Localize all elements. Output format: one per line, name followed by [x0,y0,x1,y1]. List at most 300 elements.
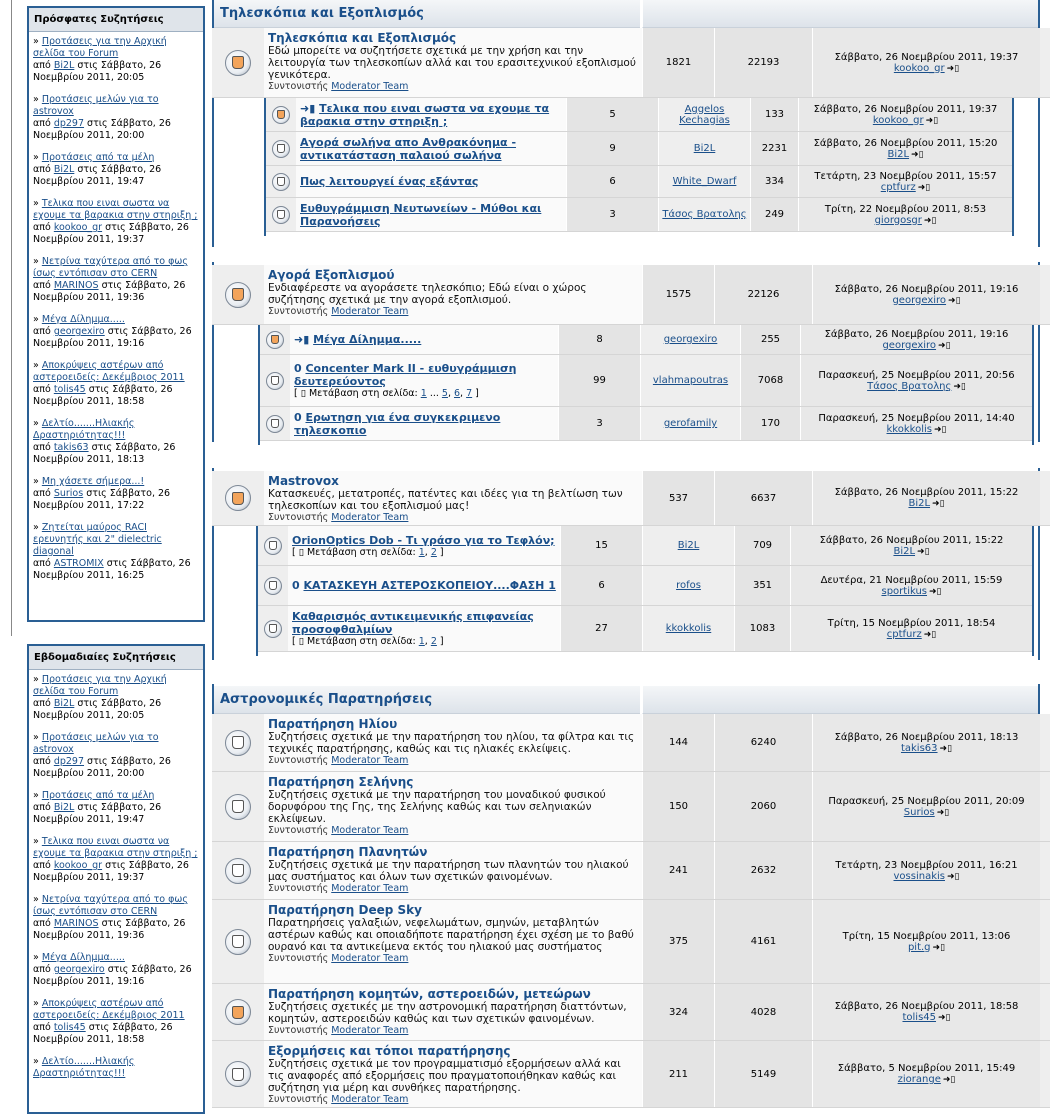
subtopic-info [290,325,558,354]
subtopic-row[interactable] [266,166,1012,198]
discussion-topic-link[interactable]: Μέγα Δίλημμα..... [41,952,125,963]
go-to-last-post-icon[interactable]: ➜▯ [936,807,950,818]
forum-description: Ενδιαφέρεστε να αγοράσετε τηλεσκόπιο; Εδώ είναι ο χώρος συζήτησης σχετικά με την αγορά εξοπλισμού. [268,282,587,306]
forum-description: Κατασκευές, μετατροπές, πατέντες και ιδέες για τη βελτίωση των τηλεσκοπίων και του εξοπλισμού μας! [268,488,623,512]
subtopic-icon-cell [266,132,296,165]
subtopic-replies: 3 [566,198,658,231]
last-post-author-link[interactable]: georgexiro [892,294,947,306]
go-to-last-post-icon[interactable]: ➜▯ [932,942,946,953]
forum-status-icon [225,1061,251,1087]
forum-status-icon [272,206,290,224]
sidebar-discussion-item: » Δελτίο.......Ηλιακής Δραστηριότητας!!! [33,1056,135,1079]
discussion-by-label: από [33,558,54,569]
discussion-time: στις Σάββατο, 26 Νοεμβρίου 2011, 18:13 [33,442,176,465]
subtopic-views: 1083 [734,606,790,651]
subtopic-last-post [800,325,1032,354]
subtopic-pages: [ ▯ Μετάβαση στη σελίδα: 1, 2 ] [292,636,444,647]
subtopic-icon-cell [258,526,288,565]
moderator-team-link[interactable]: Moderator Team [331,81,409,92]
subtopic-author-link[interactable]: georgexiro [663,334,718,345]
subtopic-replies: 99 [558,355,640,406]
last-post-author-link[interactable]: takis63 [900,742,938,754]
subtopic-prefix-icon: 0 [294,410,306,424]
forum-status-icon-inner [232,492,244,505]
last-post-date: Παρασκευή, 25 Νοεμβρίου 2011, 14:40 [818,412,1015,424]
forum-status-icon [225,282,251,308]
subtopic-author-link[interactable]: Aggelos Kechagias [679,103,730,126]
discussion-topic-link[interactable]: Αποκρύψεις αστέρων από αστεροειδείς: Δεκέμβριος 2011 [33,360,185,383]
forum-status-icon [266,415,284,433]
forum-title-link[interactable]: Αγορά Εξοπλισμού [268,268,395,282]
go-to-last-post-icon[interactable]: ➜▯ [925,115,939,126]
forum-title-link[interactable]: Τηλεσκόπια και Εξοπλισμός [268,31,457,45]
forum-posts-count: 4161 [714,900,812,983]
discussion-topic-link[interactable]: Προτάσεις για την Αρχική σελίδα του Forum [33,36,167,59]
forum-moderators [268,953,408,964]
subtopic-author-link[interactable]: gerofamily [663,418,718,429]
subtopic-replies: 6 [560,566,642,605]
subtopic-author [642,606,734,651]
subtopic-row[interactable] [266,132,1012,166]
discussion-time: στις Σάββατο, 26 Νοεμβρίου 2011, 19:16 [33,326,192,349]
discussion-topic-link[interactable]: Τελικα που ειναι σωστα να εχουμε τα βαρακια στην στηριξη ; [33,836,198,859]
subtopic-title [294,362,554,388]
subtopic-row[interactable] [266,98,1012,132]
forum-topics-count: 537 [642,471,714,525]
go-to-last-post-icon[interactable]: ➜▯ [917,546,930,557]
discussion-time: στις Σάββατο, 26 Νοεμβρίου 2011, 19:36 [33,280,186,303]
discussion-topic-link[interactable]: Προτάσεις μελών για το astrovox [33,732,159,755]
moderator-team-link[interactable]: Moderator Team [331,1094,409,1105]
page-link[interactable]: 7 [466,388,473,399]
sidebar-discussion-item: » Προτάσεις για την Αρχική σελίδα του Forum από Bi2L στις Σάββατο, 26 Νοεμβρίου 2011, 20:05 [33,674,167,721]
subtopic-row[interactable] [258,526,1032,566]
last-post-author-wrap [901,743,952,754]
moderator-label: Συντονιστής [268,825,332,836]
last-post-author-wrap [873,115,938,126]
last-post-author-link[interactable]: ziorange [897,1074,941,1085]
forum-description: Συζητήσεις σχετικά με τον προγραμματισμό εξορμήσεων αλλά και τις αναφορές από εξορμήσεις που πραγματοποιήθηκαν καθώς και συζήτηση για μέρη και συνθήκες παρατήρησης. [268,1058,621,1094]
discussion-user-link[interactable]: ASTROMIX [53,558,104,569]
subtopic-author-link[interactable]: Bi2L [693,143,716,154]
subtopic-icon-cell [266,166,296,197]
forum-description: Συζητήσεις σχετικά με την παρατήρηση του ηλίου, τα φίλτρα και τις τεχνικές παρατήρησης, καθώς και τις ηλιακές εκλείψεις. [268,731,635,755]
forum-status-icon [272,173,290,191]
last-post-author-link[interactable]: kookoo_gr [872,114,924,126]
moderator-team-link[interactable]: Moderator Team [331,953,409,964]
last-post-author-link[interactable]: cptfurz [886,628,922,640]
subtopic-info [290,355,558,406]
forum-status-icon [266,372,284,390]
forum-info [264,900,642,983]
subtopic-views: 170 [740,407,800,440]
forum-row[interactable] [212,984,1050,1041]
go-to-last-post-icon[interactable]: ➜▯ [942,1075,956,1085]
moderator-team-link[interactable]: Moderator Team [331,825,409,836]
moderator-label: Συντονιστής [268,512,332,523]
moderator-label: Συντονιστής [268,755,332,766]
discussion-user-link[interactable]: dp297 [53,756,85,767]
last-post-date: Τρίτη, 15 Νοεμβρίου 2011, 18:54 [827,617,996,629]
forum-row[interactable] [212,28,1050,98]
discussion-user-link[interactable]: MARINOS [53,918,99,929]
page-link[interactable]: 1 [420,388,427,399]
page-link[interactable]: 6 [454,388,461,399]
go-to-last-post-icon[interactable]: ➜▯ [911,149,924,160]
forum-topics-count: 375 [642,900,714,983]
forum-title-link[interactable]: Εξορμήσεις και τόποι παρατήρησης [268,1044,511,1058]
last-post-author-link[interactable]: Bi2L [893,545,916,557]
forum-row[interactable] [212,1041,1050,1108]
sidebar-divider [11,0,12,636]
discussion-topic-link[interactable]: Νετρίνα ταχύτερα από το φως ίσως εντόπισαν στο CERN [33,256,188,279]
forum-status-icon-inner [232,864,244,877]
discussion-user-link[interactable]: georgexiro [53,326,105,337]
sidebar-discussion-item: » Μέγα Δίλημμα..... από georgexiro στις Σάββατο, 26 Νοεμβρίου 2011, 19:16 [33,314,192,349]
subtopic-prefix-icon: ➜▮ [300,101,320,115]
forum-status-icon [225,999,251,1025]
last-post-author-wrap [898,1074,956,1085]
go-to-last-post-icon[interactable]: ➜▯ [953,381,966,392]
subtopic-pages: [ ▯ Μετάβαση στη σελίδα: 1 ... 5, 6, 7 ] [294,388,479,399]
sidebar-discussion-item: » Προτάσεις από τα μέλη από Bi2L στις Σάββατο, 26 Νοεμβρίου 2011, 19:47 [33,790,162,825]
forum-status-icon-inner [269,541,277,550]
forum-posts-count: 22193 [714,28,812,97]
discussion-topic-link[interactable]: Νετρίνα ταχύτερα από το φως ίσως εντόπισαν στο CERN [33,894,188,917]
forum-posts-count: 5149 [714,1041,812,1107]
discussion-user-link[interactable]: Bi2L [53,164,75,175]
page-link[interactable]: 5 [441,388,448,399]
discussion-user-link[interactable]: Bi2L [53,60,75,71]
forum-posts-count: 2632 [714,842,812,899]
subtopic-info [296,132,566,165]
forum-status-icon-inner [271,335,279,344]
discussion-time: στις Σάββατο, 26 Νοεμβρίου 2011, 20:05 [33,60,162,83]
subtopic-author-link[interactable]: rofos [676,580,701,591]
last-post-author-link[interactable]: giorgosgr [874,214,922,226]
subtopic-views: 709 [734,526,790,565]
forum-status-icon-inner [269,581,277,590]
weekly-discussions-box [27,644,205,1114]
go-to-last-post-icon[interactable]: ➜▯ [929,586,942,597]
discussion-by-label: από [33,964,54,975]
sidebar-discussion-item: » Δελτίο.......Ηλιακής Δραστηριότητας!!! από takis63 στις Σάββατο, 26 Νοεμβρίου 2011, 18:13 [33,418,176,465]
forum-status-icon [264,620,282,638]
discussion-by-label: από [33,442,54,453]
forum-row[interactable] [212,842,1050,900]
forum-topics-count: 1821 [642,28,714,97]
discussion-user-link[interactable]: MARINOS [53,280,99,291]
sidebar-discussion-item: » Προτάσεις για την Αρχική σελίδα του Forum από Bi2L στις Σάββατο, 26 Νοεμβρίου 2011, 20:05 [33,36,167,83]
last-post-author-link[interactable]: sportikus [881,585,928,597]
forum-row[interactable] [212,772,1050,842]
sidebar-discussion-item: » Μέγα Δίλημμα..... από georgexiro στις Σάββατο, 26 Νοεμβρίου 2011, 19:16 [33,952,192,987]
page-link[interactable]: 2 [430,636,437,647]
forum-status-icon-inner [271,376,279,385]
discussion-topic-link[interactable]: Μη χάσετε σήμερα...! [41,476,145,487]
forum-status-icon [264,537,282,555]
forum-moderators [268,883,408,894]
forum-posts-count: 4028 [714,984,812,1040]
discussion-user-link[interactable]: georgexiro [53,964,105,975]
subtopic-title-link[interactable]: Τελικα που ειναι σωστα να εχουμε τα βαρακια στην στηριξη ; [300,101,550,128]
forum-last-post [812,265,1040,324]
last-post-author-link[interactable]: pit.g [907,941,931,953]
last-post-author-wrap [882,340,950,351]
discussion-time: στις Σάββατο, 26 Νοεμβρίου 2011, 20:00 [33,118,171,141]
last-post-author-wrap [894,63,959,74]
moderator-label: Συντονιστής [268,81,332,92]
last-post-author-link[interactable]: Τάσος Βρατολης [867,380,952,392]
subtopic-icon-cell [260,325,290,354]
forum-last-post [812,714,1040,771]
moderator-team-link[interactable]: Moderator Team [331,1025,409,1036]
last-post-author-link[interactable]: kkokkolis [886,423,932,435]
discussion-user-link[interactable]: kookoo_gr [53,860,103,871]
forum-moderators [268,1025,408,1036]
last-post-author-link[interactable]: Bi2L [887,148,910,160]
forum-status-icon [225,858,251,884]
go-to-last-post-icon[interactable]: ➜▯ [946,63,960,74]
forum-status-icon-inner [232,736,244,749]
forum-status-icon-inner [277,144,285,153]
last-post-date: Σάββατο, 26 Νοεμβρίου 2011, 19:37 [813,103,998,115]
discussion-by-label: από [33,164,54,175]
pages-label: [ ▯ Μετάβαση στη σελίδα: [292,636,419,647]
subtopic-prefix-icon: ➜▮ [294,333,314,346]
forum-moderators [268,825,408,836]
forum-topics-count: 144 [642,714,714,771]
last-post-author-link[interactable]: cptfurz [880,181,916,193]
moderator-team-link[interactable]: Moderator Team [331,883,409,894]
last-post-date: Σάββατο, 26 Νοεμβρίου 2011, 15:22 [834,487,1019,498]
last-post-date: Τετάρτη, 23 Νοεμβρίου 2011, 15:57 [814,170,997,182]
last-post-author-wrap [902,1012,950,1023]
last-post-author-link[interactable]: georgexiro [882,339,937,351]
discussion-user-link[interactable]: Bi2L [53,698,75,709]
recent-discussions-box [27,6,205,622]
discussion-topic-link[interactable]: Τελικα που ειναι σωστα να εχουμε τα βαρακια στην στηριξη ; [33,198,198,221]
subtopic-replies: 6 [566,166,658,197]
last-post-author-wrap [908,942,945,953]
go-to-last-post-icon[interactable]: ➜▯ [939,743,953,754]
category-title: Αστρονομικές Παρατηρήσεις [220,692,433,707]
discussion-time: στις Σάββατο, 26 Νοεμβρίου 2011, 16:25 [33,558,191,581]
go-to-last-post-icon[interactable]: ➜▯ [932,499,945,509]
discussion-user-link[interactable]: takis63 [53,442,89,453]
discussion-topic-link[interactable]: Προτάσεις μελών για το astrovox [33,94,159,117]
subtopic-row[interactable] [260,355,1032,407]
go-to-last-post-icon[interactable]: ➜▯ [933,424,947,435]
subtopic-author-link[interactable]: White_Dwarf [672,176,737,187]
subtopic-title-link[interactable]: Μέγα Δίλημμα..... [313,333,422,346]
forum-status-icon [272,106,290,124]
forum-row[interactable] [212,471,1050,526]
subtopic-title-link[interactable]: Ευθυγράμμιση Νευτωνείων - Μύθοι και Παρανοήσεις [300,201,542,228]
page-link[interactable]: 2 [430,546,437,558]
discussion-topic-link[interactable]: Προτάσεις από τα μέλη [41,152,155,163]
discussion-user-link[interactable]: kookoo_gr [53,222,103,233]
subtopic-views: 351 [734,566,790,605]
forum-description: Συζητήσεις σχετικά με την παρατήρηση του μοναδικού φυσικού δορυφόρου της Γης, της Σελήνης καθώς και των σεληνιακών εκλείψεων. [268,789,606,825]
moderator-label: Συντονιστής [268,953,332,964]
last-post-date: Τετάρτη, 23 Νοεμβρίου 2011, 16:21 [835,859,1018,871]
forum-icon-cell [212,984,264,1040]
subtopic-title [294,333,421,346]
go-to-last-post-icon[interactable]: ➜▯ [923,629,937,640]
forum-moderators [268,81,408,92]
subtopic-title-link[interactable]: Concenter Mark II - ευθυγράμμιση δευτερεύοντος [294,362,517,388]
forum-last-post [812,984,1040,1040]
moderator-label: Συντονιστής [268,306,332,317]
subtopic-views: 133 [750,98,798,131]
discussion-topic-link[interactable]: Μέγα Δίλημμα..... [41,314,125,325]
subtopic-title-link[interactable]: Αγορά σωλήνα απο Ανθρακόνημα - αντικατάσταση παλαιού σωλήνα [300,135,517,162]
forum-row[interactable] [212,900,1050,984]
subtopic-row[interactable] [258,566,1032,606]
subtopic-replies: 27 [560,606,642,651]
subtopic-views: 2231 [750,132,798,165]
forum-title-link[interactable]: Mastrovox [268,474,339,488]
subtopic-row[interactable] [258,606,1032,652]
subtopic-title [300,136,562,162]
subtopic-row[interactable] [266,198,1012,232]
subtopic-row[interactable] [260,407,1032,441]
subtopic-last-post [800,407,1032,440]
go-to-last-post-icon[interactable]: ➜▯ [948,295,961,306]
last-post-author-link[interactable]: tolis45 [902,1012,937,1023]
forum-title-link[interactable]: Παρατήρηση Πλανητών [268,845,428,859]
discussion-by-label: από [33,918,54,929]
last-post-date: Σάββατο, 26 Νοεμβρίου 2011, 19:37 [834,51,1019,63]
forum-topics-count: 1575 [642,265,714,324]
discussion-by-label: από [33,326,54,337]
moderator-label: Συντονιστής [268,1025,332,1036]
forum-info [264,772,642,841]
moderator-team-link[interactable]: Moderator Team [331,755,409,766]
subtopic-last-post [790,606,1032,651]
forum-status-icon-inner [277,110,285,119]
last-post-author-link[interactable]: Surios [903,806,935,818]
subtopic-info [296,166,566,197]
weekly-discussions-list [29,670,203,1080]
forum-status-icon-inner [232,800,244,813]
go-to-last-post-icon[interactable]: ➜▯ [917,182,931,193]
discussion-by-label: από [33,60,54,71]
forum-status-icon-inner [232,288,244,301]
subtopic-replies: 5 [566,98,658,131]
moderator-label: Συντονιστής [268,883,332,894]
forum-status-icon [225,50,251,76]
discussion-by-label: από [33,488,54,499]
moderator-team-link[interactable]: Moderator Team [331,306,409,317]
subtopic-title-link[interactable]: Ερωτηση για ένα συγκεκριμενο τηλεσκοπιο [294,410,501,437]
forum-icon-cell [212,265,264,324]
last-post-author-wrap [867,381,966,392]
subtopic-author-link[interactable]: kkokkolis [665,623,712,634]
subtopic-author [658,132,750,165]
sidebar-discussion-item: » Μη χάσετε σήμερα...! από Surios στις Σάββατο, 26 Νοεμβρίου 2011, 17:22 [33,476,171,511]
forum-icon-cell [212,28,264,97]
go-to-last-post-icon[interactable]: ➜▯ [923,215,937,226]
forum-title-link[interactable]: Παρατήρηση Deep Sky [268,903,422,917]
forum-title-link[interactable]: Παρατήρηση Ηλίου [268,717,398,731]
subtopic-title-link[interactable]: ΚΑΤΑΣΚΕΥΗ ΑΣΤΕΡΟΣΚΟΠΕΙΟΥ....ΦΑΣΗ 1 [303,579,556,592]
subtopic-prefix-icon: 0 [292,579,304,592]
subtopic-author-link[interactable]: Bi2L [677,540,700,551]
page-link[interactable]: 1 [418,546,425,558]
forum-row[interactable] [212,265,1050,325]
discussion-topic-link[interactable]: Αποκρύψεις αστέρων από αστεροειδείς: Δεκέμβριος 2011 [33,998,185,1021]
forum-row[interactable] [212,714,1050,772]
last-post-author-wrap [881,182,931,193]
sidebar-discussion-item: » Νετρίνα ταχύτερα από το φως ίσως εντόπισαν στο CERN από MARINOS στις Σάββατο, 26 Νοεμβρίου 2011, 19:36 [33,256,188,303]
discussion-topic-link[interactable]: Προτάσεις από τα μέλη [41,790,155,801]
subtopic-author [640,355,740,406]
last-post-author-link[interactable]: kookoo_gr [893,62,945,74]
subtopic-last-post [798,198,1012,231]
last-post-date: Σάββατο, 5 Νοεμβρίου 2011, 15:49 [837,1063,1016,1074]
discussion-user-link[interactable]: tolis45 [53,1022,86,1033]
discussion-user-link[interactable]: dp297 [53,118,85,129]
forum-title-link[interactable]: Παρατήρηση κομητών, αστεροειδών, μετεώρων [268,987,591,1001]
category-title: Τηλεσκόπια και Εξοπλισμός [220,6,424,21]
subtopic-title [292,610,556,636]
last-post-author-link[interactable]: Bi2L [908,498,931,509]
go-to-last-post-icon[interactable]: ➜▯ [938,340,951,351]
discussion-user-link[interactable]: tolis45 [53,384,86,395]
go-to-last-post-icon[interactable]: ➜▯ [938,1013,951,1023]
discussion-user-link[interactable]: Bi2L [53,802,75,813]
last-post-date: Σάββατο, 26 Νοεμβρίου 2011, 19:16 [824,328,1009,340]
subtopic-info [296,198,566,231]
subtopic-icon-cell [266,198,296,231]
discussion-topic-link[interactable]: Προτάσεις για την Αρχική σελίδα του Forum [33,674,167,697]
forum-icon-cell [212,714,264,771]
discussion-topic-link[interactable]: Δελτίο.......Ηλιακής Δραστηριότητας!!! [33,1056,135,1079]
sidebar-discussion-item: » Προτάσεις από τα μέλη από Bi2L στις Σάββατο, 26 Νοεμβρίου 2011, 19:47 [33,152,162,187]
last-post-author-link[interactable]: vossinakis [893,870,945,882]
subtopic-replies: 15 [560,526,642,565]
subtopic-author [642,566,734,605]
forum-title-link[interactable]: Παρατήρηση Σελήνης [268,775,414,789]
discussion-topic-link[interactable]: Ζητείται μαύρος RACI ερευνητής και 2" dielectric diagonal [33,522,162,557]
last-post-author-wrap [887,149,923,160]
discussion-topic-link[interactable]: Δελτίο.......Ηλιακής Δραστηριότητας!!! [33,418,135,441]
forum-status-icon-inner [271,419,279,428]
subtopic-last-post [790,566,1032,605]
page-link[interactable]: 1 [418,636,425,647]
subtopic-title-link[interactable]: OrionOptics Dob - Τι γράσο για το Τεφλόν; [292,533,555,547]
go-to-last-post-icon[interactable]: ➜▯ [946,871,960,882]
discussion-user-link[interactable]: Surios [53,488,84,499]
subtopic-info [288,606,560,651]
recent-discussions-title: Πρόσφατες Συζητήσεις [29,8,203,32]
moderator-team-link[interactable]: Moderator Team [331,512,409,523]
subtopic-author [642,526,734,565]
sidebar [0,0,210,1108]
subtopic-row[interactable] [260,325,1032,355]
subtopic-replies: 8 [558,325,640,354]
subtopic-title-link[interactable]: Καθαρισμός αντικειμενικής επιφανείας προσοφθαλμίων [292,610,534,636]
discussion-by-label: από [33,1022,54,1033]
subtopic-prefix-icon: 0 [294,362,306,375]
pages-ellipsis: ... [426,388,442,399]
subtopic-author-link[interactable]: vlahmapoutras [652,375,729,386]
weekly-discussions-title: Εβδομαδιαίες Συζητήσεις [29,646,203,670]
subtopic-title-link[interactable]: Πως λειτουργεί ένας εξάντας [300,175,479,188]
subtopic-author-link[interactable]: Τάσος Βρατολης [662,209,747,220]
